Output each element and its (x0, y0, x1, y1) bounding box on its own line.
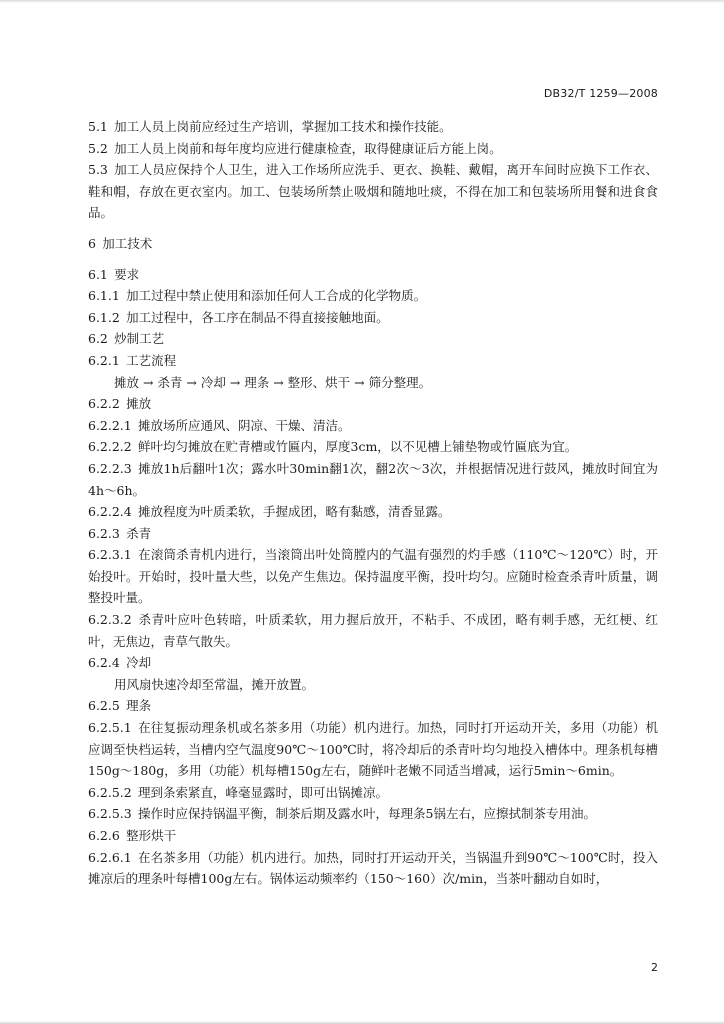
clause-6-2-5-2: 6.2.5.2 理到条索紧直，峰毫显露时，即可出锅摊凉。 (88, 784, 388, 800)
heading-6-2-6: 6.2.6 整形烘干 (88, 828, 177, 843)
scan-edge-top (0, 0, 724, 3)
page-number: 2 (651, 961, 658, 974)
clause-6-2-2-4: 6.2.2.4 摊放程度为叶质柔软，手握成团，略有黏感，清香显露。 (88, 504, 451, 520)
clause-6-2-2-3: 6.2.2.3 摊放1h后翻叶1次；露水叶30min翻1次，翻2次～3次，并根据情况进行鼓风，摊放时间宜为4h～6h。 (88, 460, 658, 498)
clause-6-2-5-3: 6.2.5.3 操作时应保持锅温平衡，制茶后期及露水叶，每理条5锅左右，应擦拭制茶专用油。 (88, 806, 596, 822)
heading-6-2-3: 6.2.3 杀青 (88, 525, 152, 541)
heading-6-2-4: 6.2.4 冷却 (88, 655, 152, 671)
clause-6-2-2-2: 6.2.2.2 鲜叶均匀摊放在贮青槽或竹匾内，厚度3cm，以不见槽上铺垫物或竹匾底为宜。 (88, 439, 578, 455)
clause-6-2-6-1: 6.2.6.1 在名茶多用（功能）机内进行。加热，同时打开运动开关，当锅温升到90℃～100℃时，投入摊凉后的理条叶每槽100g左右。锅体运动频率约（150～160）次/min，当茶叶翻动自如时， (88, 849, 658, 887)
heading-6-2-2: 6.2.2 摊放 (88, 396, 152, 412)
clause-6-2-3-1: 6.2.3.1 在滚筒杀青机内进行，当滚筒出叶处筒膛内的气温有强烈的灼手感（110℃～120℃）时，开始投叶。开始时，投叶量大些，以免产生焦边。保持温度平衡，投叶均匀。应随时检查杀青叶质量，调整投叶量。 (88, 547, 658, 606)
clause-6-2-3-2: 6.2.3.2 杀青叶应叶色转暗，叶质柔软，用力握后放开，不粘手、不成团，略有刺手感，无红梗、红叶，无焦边，青草气散失。 (88, 612, 658, 649)
heading-6: 6 加工技术 (88, 235, 153, 251)
clause-5-2: 5.2 加工人员上岗前和每年度均应进行健康检查，取得健康证后方能上岗。 (88, 140, 502, 156)
clause-6-1-2: 6.1.2 加工过程中，各工序在制品不得直接接触地面。 (88, 309, 389, 325)
heading-6-2: 6.2 炒制工艺 (88, 331, 165, 347)
clause-6-1-1: 6.1.1 加工过程中禁止使用和添加任何人工合成的化学物质。 (88, 288, 427, 304)
clause-5-3: 5.3 加工人员应保持个人卫生，进入工作场所应洗手、更衣、换鞋、戴帽，离开车间时应换下工作衣、鞋和帽，存放在更衣室内。加工、包装场所禁止吸烟和随地吐痰，不得在加工和包装场所用餐和进食食品。 (88, 162, 658, 221)
clause-6-2-5-1: 6.2.5.1 在往复振动理条机或名茶多用（功能）机内进行。加热，同时打开运动开关，多用（功能）机应调至快档运转，当槽内空气温度90℃～100℃时，将冷却后的杀青叶均匀地投入槽体中。理条机每槽150g～180g，多用（功能）机每槽150g左右，随鲜叶老嫩不同适当增减，运行5min～6min。 (88, 720, 658, 779)
heading-6-2-5: 6.2.5 理条 (88, 698, 152, 714)
document-code: DB32/T 1259—2008 (543, 87, 658, 100)
document-body (88, 116, 658, 890)
process-flow: 摊放 → 杀青 → 冷却 → 理条 → 整形、烘干 → 筛分整理。 (114, 374, 432, 390)
heading-6-1: 6.1 要求 (88, 266, 140, 282)
clause-6-2-2-1: 6.2.2.1 摊放场所应通风、阴凉、干燥、清洁。 (88, 417, 351, 433)
cooling-note: 用风扇快速冷却至常温，摊开放置。 (114, 676, 315, 692)
clause-5-1: 5.1 加工人员上岗前应经过生产培训，掌握加工技术和操作技能。 (88, 119, 452, 134)
heading-6-2-1: 6.2.1 工艺流程 (88, 352, 177, 368)
